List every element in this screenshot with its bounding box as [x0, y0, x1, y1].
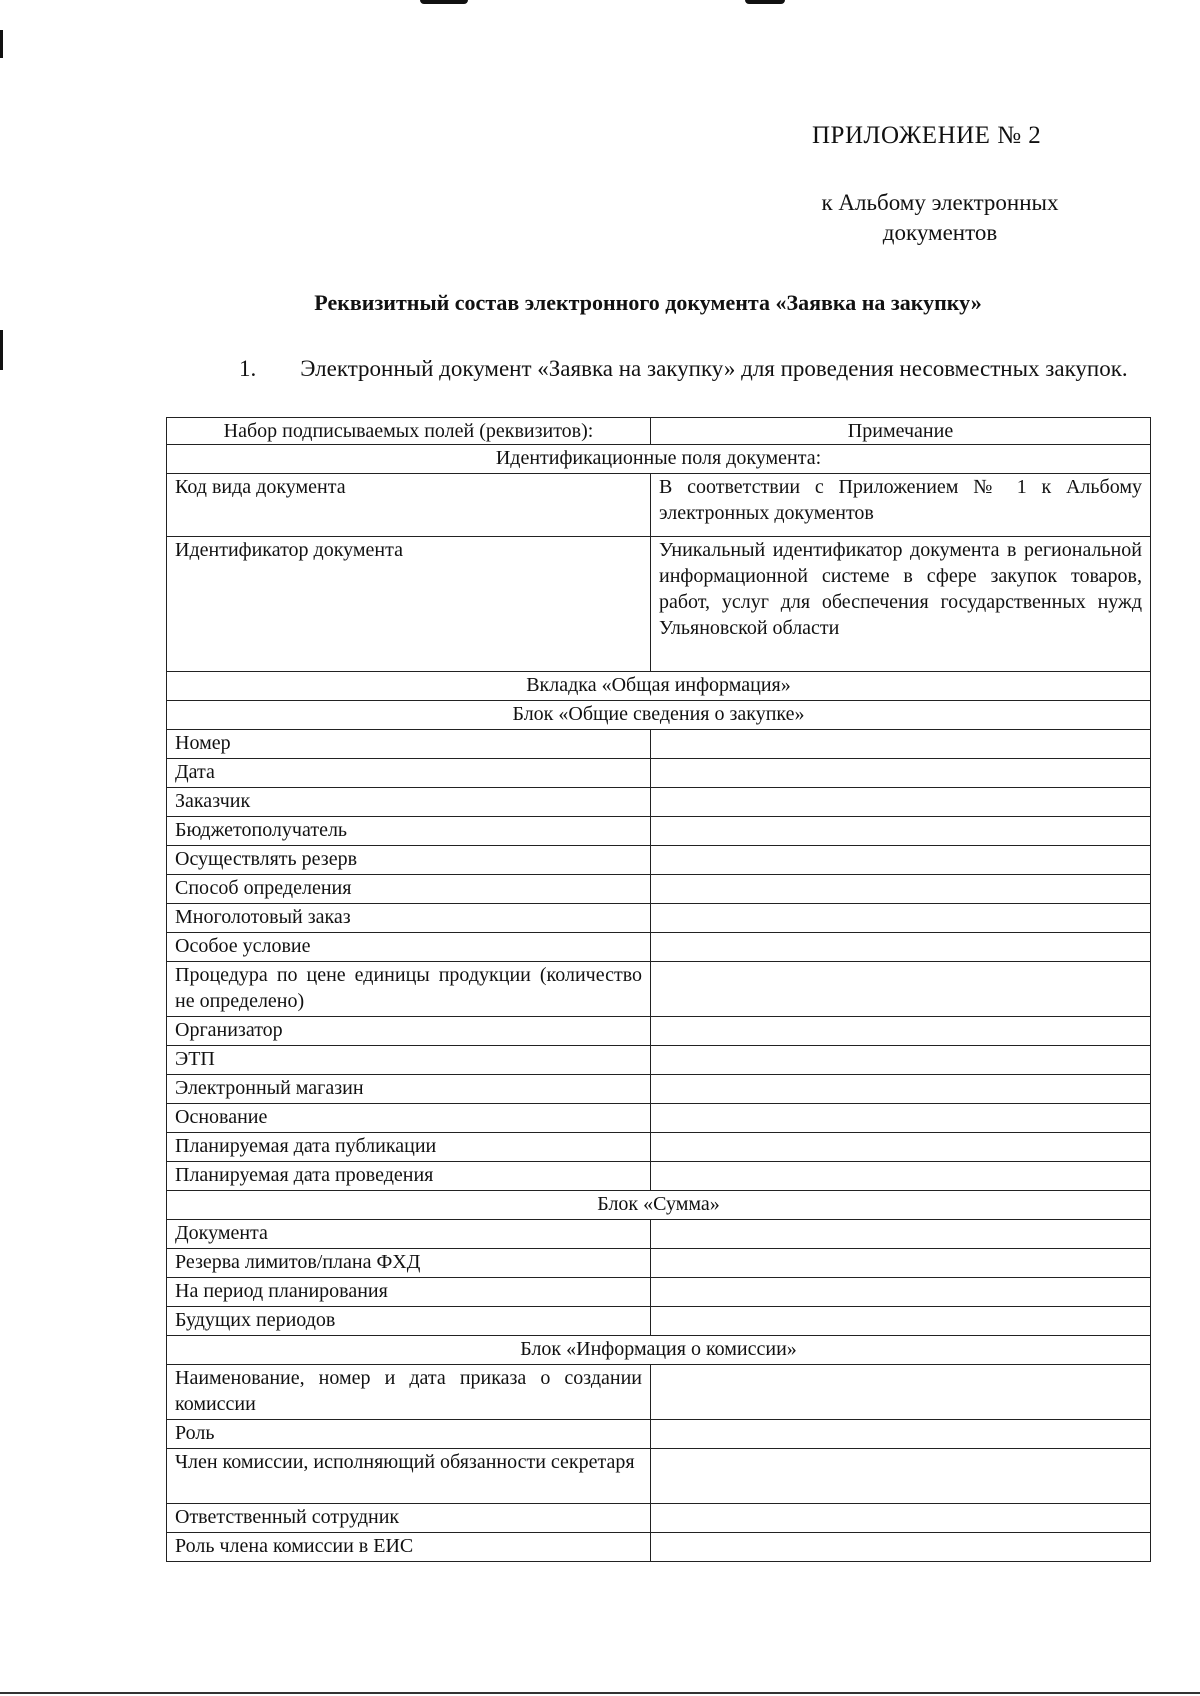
table-row — [167, 962, 1151, 1017]
table-row — [167, 1017, 1151, 1046]
table-row — [167, 1104, 1151, 1133]
section-block-commission: Блок «Информация о комиссии» — [167, 1336, 1151, 1365]
field-cell: Роль члена комиссии в ЕИС — [167, 1533, 651, 1562]
note-cell — [651, 1420, 1151, 1449]
section-tab-general: Вкладка «Общая информация» — [167, 672, 1151, 701]
note-cell — [651, 1220, 1151, 1249]
note-cell — [651, 962, 1151, 1017]
table-row — [167, 474, 1151, 537]
paragraph-text: Электронный документ «Заявка на закупку» для проведения несовместных закупок. — [300, 356, 1128, 381]
table-row — [167, 1278, 1151, 1307]
section-block-sum: Блок «Сумма» — [167, 1191, 1151, 1220]
field-cell: Планируемая дата проведения — [167, 1162, 651, 1191]
scan-top-mark — [420, 0, 468, 4]
table-row — [167, 1420, 1151, 1449]
field-cell: Осуществлять резерв — [167, 846, 651, 875]
section-row — [167, 672, 1151, 701]
table-row — [167, 1220, 1151, 1249]
table-row — [167, 759, 1151, 788]
table-row — [167, 1046, 1151, 1075]
appendix-reference — [790, 188, 1090, 248]
field-cell: Планируемая дата публикации — [167, 1133, 651, 1162]
appendix-label: ПРИЛОЖЕНИЕ № 2 — [812, 122, 1042, 149]
field-cell: Код вида документа — [167, 474, 651, 537]
scan-edge-mark — [0, 30, 3, 58]
paragraph-number: 1. — [239, 356, 257, 381]
note-cell — [651, 1017, 1151, 1046]
field-cell: Идентификатор документа — [167, 537, 651, 672]
field-cell: Член комиссии, исполняющий обязанности секретаря — [167, 1449, 651, 1504]
note-cell — [651, 875, 1151, 904]
field-cell: Будущих периодов — [167, 1307, 651, 1336]
table-row — [167, 788, 1151, 817]
table-row — [167, 817, 1151, 846]
note-cell — [651, 730, 1151, 759]
field-cell: Роль — [167, 1420, 651, 1449]
note-cell — [651, 933, 1151, 962]
field-cell: Особое условие — [167, 933, 651, 962]
table-row — [167, 933, 1151, 962]
note-cell — [651, 1278, 1151, 1307]
note-cell — [651, 1133, 1151, 1162]
appendix-reference-line1: к Альбому электронных — [821, 190, 1059, 215]
header-note: Примечание — [651, 418, 1151, 445]
field-cell: Бюджетополучатель — [167, 817, 651, 846]
section-ident: Идентификационные поля документа: — [167, 445, 1151, 474]
field-cell: Способ определения — [167, 875, 651, 904]
note-cell: Уникальный идентификатор документа в региональной информационной системе в сфере закупок товаров, работ, услуг для обеспечения государственных нужд Ульяновской области — [651, 537, 1151, 672]
section-row — [167, 701, 1151, 730]
table-row — [167, 730, 1151, 759]
table-row — [167, 904, 1151, 933]
section-row — [167, 445, 1151, 474]
scan-bottom-rule — [0, 1692, 1200, 1694]
field-cell: Резерва лимитов/плана ФХД — [167, 1249, 651, 1278]
note-cell — [651, 1533, 1151, 1562]
note-cell — [651, 1162, 1151, 1191]
note-cell — [651, 1104, 1151, 1133]
field-cell: Заказчик — [167, 788, 651, 817]
section-block-general: Блок «Общие сведения о закупке» — [167, 701, 1151, 730]
table-row — [167, 1133, 1151, 1162]
field-cell: Наименование, номер и дата приказа о создании комиссии — [167, 1365, 651, 1420]
section-row — [167, 1191, 1151, 1220]
note-cell — [651, 1365, 1151, 1420]
scan-top-mark — [745, 0, 785, 4]
table-row — [167, 1162, 1151, 1191]
section-row — [167, 1336, 1151, 1365]
field-cell: Процедура по цене единицы продукции (количество не определено) — [167, 962, 651, 1017]
header-fields: Набор подписываемых полей (реквизитов): — [167, 418, 651, 445]
field-cell: На период планирования — [167, 1278, 651, 1307]
note-cell — [651, 1075, 1151, 1104]
note-cell — [651, 1449, 1151, 1504]
note-cell: В соответствии с Приложением № 1 к Альбому электронных документов — [651, 474, 1151, 537]
field-cell: Документа — [167, 1220, 651, 1249]
table-row — [167, 1533, 1151, 1562]
field-cell: Многолотовый заказ — [167, 904, 651, 933]
table-row — [167, 537, 1151, 672]
note-cell — [651, 904, 1151, 933]
note-cell — [651, 788, 1151, 817]
appendix-reference-line2: документов — [882, 220, 998, 245]
field-cell: Основание — [167, 1104, 651, 1133]
intro-paragraph — [167, 354, 1143, 384]
note-cell — [651, 759, 1151, 788]
table-row — [167, 875, 1151, 904]
note-cell — [651, 1249, 1151, 1278]
table-row — [167, 1075, 1151, 1104]
field-cell: Организатор — [167, 1017, 651, 1046]
table-row — [167, 1365, 1151, 1420]
table-header-row — [167, 418, 1151, 445]
note-cell — [651, 817, 1151, 846]
table-row — [167, 1449, 1151, 1504]
note-cell — [651, 1504, 1151, 1533]
table-row — [167, 1307, 1151, 1336]
field-cell: ЭТП — [167, 1046, 651, 1075]
field-cell: Электронный магазин — [167, 1075, 651, 1104]
table-row — [167, 1249, 1151, 1278]
document-title: Реквизитный состав электронного документа «Заявка на закупку» — [314, 290, 982, 315]
field-cell: Дата — [167, 759, 651, 788]
scan-edge-mark — [0, 330, 3, 370]
note-cell — [651, 1307, 1151, 1336]
field-cell: Ответственный сотрудник — [167, 1504, 651, 1533]
table-row — [167, 1504, 1151, 1533]
note-cell — [651, 846, 1151, 875]
field-cell: Номер — [167, 730, 651, 759]
requisites-table — [166, 417, 1151, 1562]
note-cell — [651, 1046, 1151, 1075]
table-row — [167, 846, 1151, 875]
